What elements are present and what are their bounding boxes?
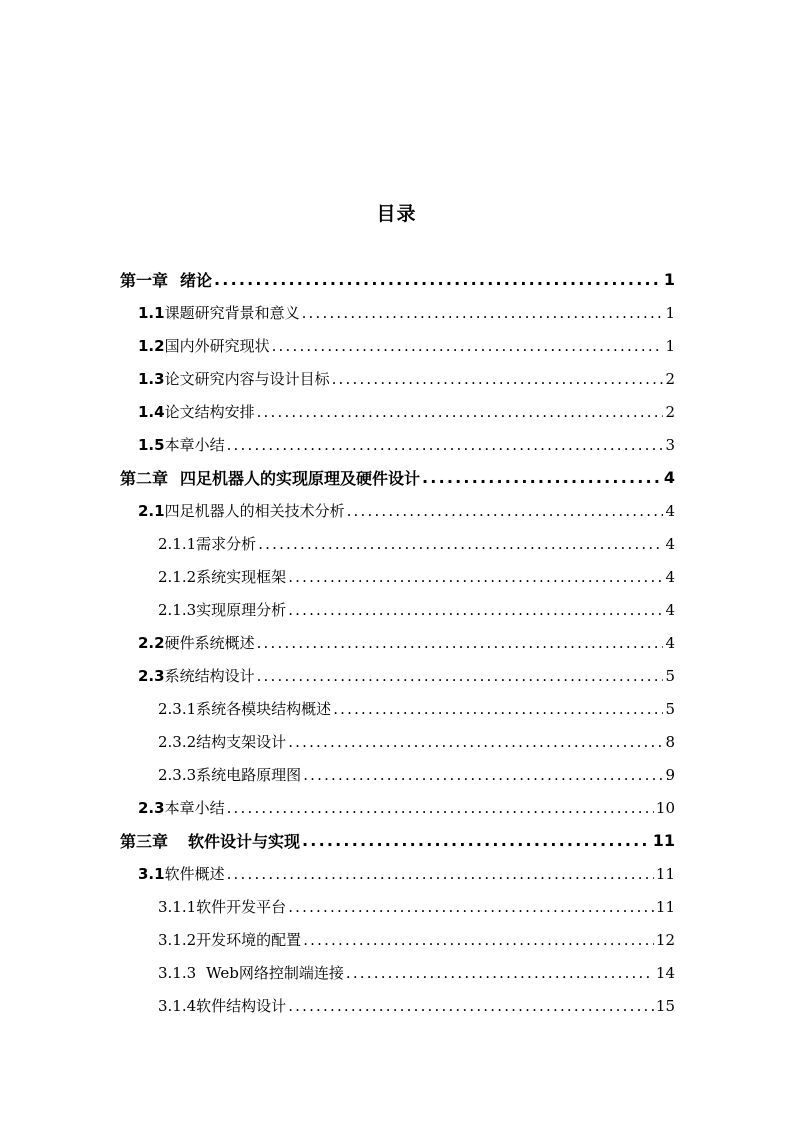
toc-entry-2-summary[interactable] xyxy=(0,791,793,824)
toc-entry-2-1-3[interactable] xyxy=(0,593,793,626)
dot-leader xyxy=(272,337,664,355)
toc-entry-2-1[interactable] xyxy=(0,494,793,527)
dot-leader xyxy=(347,502,664,520)
dot-leader xyxy=(258,535,663,553)
dot-leader xyxy=(422,468,662,487)
toc-entry-page: 2 xyxy=(665,369,675,388)
toc-entry-2-3-3[interactable] xyxy=(0,758,793,791)
toc-entry-number: 2.3 xyxy=(138,666,165,685)
toc-entry-1-5[interactable] xyxy=(0,428,793,461)
dot-leader xyxy=(257,403,664,421)
toc-entry-text: 系统结构设计 xyxy=(164,667,255,685)
dot-leader xyxy=(214,270,662,289)
toc-entry-number: 第一章 xyxy=(120,271,169,290)
toc-entry-number: 2.1 xyxy=(138,501,165,520)
toc-entry-2-3-2[interactable] xyxy=(0,725,793,758)
toc-entry-number: 第二章 xyxy=(120,469,169,488)
toc-entry-number: 2.1.2 xyxy=(158,567,197,586)
toc-entry-page: 8 xyxy=(665,732,675,751)
toc-entry-text: 需求分析 xyxy=(196,535,257,553)
toc-entry-text: 绪论 xyxy=(180,271,213,290)
toc-entry-number: 1.3 xyxy=(138,369,165,388)
toc-entry-text: 实现原理分析 xyxy=(196,601,287,619)
toc-entry-page: 5 xyxy=(665,699,675,718)
dot-leader xyxy=(227,436,664,454)
toc-entry-2-3[interactable] xyxy=(0,659,793,692)
toc-entry-number: 3.1.4 xyxy=(158,996,197,1015)
toc-entry-2-1-1[interactable] xyxy=(0,527,793,560)
toc-entry-page: 4 xyxy=(665,501,675,520)
dot-leader xyxy=(288,898,654,916)
toc-entry-number: 3.1.3 xyxy=(158,963,197,982)
dot-leader xyxy=(288,601,663,619)
toc-entry-page: 4 xyxy=(665,600,675,619)
toc-entry-text: 系统实现框架 xyxy=(196,568,287,586)
toc-entry-chapter-1[interactable] xyxy=(0,263,793,296)
toc-entry-number: 2.3 xyxy=(138,798,165,817)
dot-leader xyxy=(332,370,664,388)
toc-entry-1-3[interactable] xyxy=(0,362,793,395)
toc-entry-number: 2.1.3 xyxy=(158,600,197,619)
toc-title: 目录 xyxy=(376,203,417,225)
dot-leader xyxy=(303,766,663,784)
dot-leader xyxy=(288,733,663,751)
toc-entry-page: 11 xyxy=(655,864,675,883)
toc-entry-text: 软件开发平台 xyxy=(196,898,287,916)
dot-leader xyxy=(227,865,654,883)
toc-entry-text: 开发环境的配置 xyxy=(196,931,302,949)
toc-entry-page: 12 xyxy=(655,930,675,949)
toc-entry-page: 11 xyxy=(652,831,675,850)
toc-entry-text: 论文研究内容与设计目标 xyxy=(164,370,330,388)
toc-entry-number: 3.1.1 xyxy=(158,897,197,916)
toc-entry-number: 2.3.1 xyxy=(158,699,197,718)
toc-entry-page: 1 xyxy=(663,270,675,289)
toc-entry-text: 国内外研究现状 xyxy=(164,337,270,355)
dot-leader xyxy=(288,997,654,1015)
toc-entry-3-1-3[interactable] xyxy=(0,956,793,989)
toc-entry-number: 3.1 xyxy=(138,864,165,883)
toc-entry-text: 论文结构安排 xyxy=(164,403,255,421)
toc-entry-text: 软件概述 xyxy=(164,865,225,883)
toc-entry-1-2[interactable] xyxy=(0,329,793,362)
dot-leader xyxy=(303,931,654,949)
toc-entry-chapter-2[interactable] xyxy=(0,461,793,494)
toc-entry-text: 硬件系统概述 xyxy=(164,634,255,652)
toc-entry-text: 系统电路原理图 xyxy=(196,766,302,784)
toc-entry-3-1-2[interactable] xyxy=(0,923,793,956)
dot-leader xyxy=(302,304,664,322)
toc-entry-number: 2.1.1 xyxy=(158,534,197,553)
toc-entry-chapter-3[interactable] xyxy=(0,824,793,857)
toc-list xyxy=(0,263,793,1022)
toc-entry-text: 软件结构设计 xyxy=(196,997,287,1015)
toc-entry-text: 系统各模块结构概述 xyxy=(196,700,332,718)
toc-entry-3-1-1[interactable] xyxy=(0,890,793,923)
dot-leader xyxy=(302,831,651,850)
dot-leader xyxy=(257,634,664,652)
dot-leader xyxy=(227,799,654,817)
toc-entry-text: 四足机器人的实现原理及硬件设计 xyxy=(180,469,421,488)
toc-entry-text: 本章小结 xyxy=(164,436,225,454)
dot-leader xyxy=(333,700,663,718)
toc-entry-1-1[interactable] xyxy=(0,296,793,329)
toc-entry-number: 1.4 xyxy=(138,402,165,421)
toc-entry-text: 结构支架设计 xyxy=(196,733,287,751)
toc-entry-2-3-1[interactable] xyxy=(0,692,793,725)
toc-entry-page: 15 xyxy=(655,996,675,1015)
toc-entry-1-4[interactable] xyxy=(0,395,793,428)
toc-entry-page: 4 xyxy=(665,534,675,553)
toc-entry-page: 4 xyxy=(663,468,675,487)
toc-entry-page: 9 xyxy=(665,765,675,784)
toc-entry-text: 软件设计与实现 xyxy=(188,832,301,851)
toc-entry-page: 4 xyxy=(665,633,675,652)
toc-entry-number: 2.3.2 xyxy=(158,732,197,751)
toc-entry-page: 5 xyxy=(665,666,675,685)
toc-entry-number: 2.3.3 xyxy=(158,765,197,784)
toc-entry-number: 2.2 xyxy=(138,633,165,652)
toc-entry-number: 1.1 xyxy=(138,303,165,322)
toc-entry-text: 本章小结 xyxy=(164,799,225,817)
toc-entry-text: Web网络控制端连接 xyxy=(206,964,344,982)
dot-leader xyxy=(257,667,664,685)
toc-entry-3-1[interactable] xyxy=(0,857,793,890)
dot-leader xyxy=(288,568,663,586)
toc-entry-number: 第三章 xyxy=(120,832,169,851)
toc-entry-page: 4 xyxy=(665,567,675,586)
toc-entry-2-1-2[interactable] xyxy=(0,560,793,593)
dot-leader xyxy=(346,964,654,982)
toc-entry-page: 1 xyxy=(665,336,675,355)
toc-entry-number: 3.1.2 xyxy=(158,930,197,949)
toc-entry-number: 1.5 xyxy=(138,435,165,454)
toc-entry-page: 11 xyxy=(655,897,675,916)
toc-entry-text: 四足机器人的相关技术分析 xyxy=(164,502,345,520)
toc-entry-page: 2 xyxy=(665,402,675,421)
toc-entry-page: 14 xyxy=(655,963,675,982)
toc-entry-2-2[interactable] xyxy=(0,626,793,659)
toc-entry-page: 3 xyxy=(665,435,675,454)
toc-entry-page: 1 xyxy=(665,303,675,322)
toc-entry-text: 课题研究背景和意义 xyxy=(164,304,300,322)
toc-entry-page: 10 xyxy=(655,798,675,817)
toc-entry-3-1-4[interactable] xyxy=(0,989,793,1022)
toc-entry-number: 1.2 xyxy=(138,336,165,355)
